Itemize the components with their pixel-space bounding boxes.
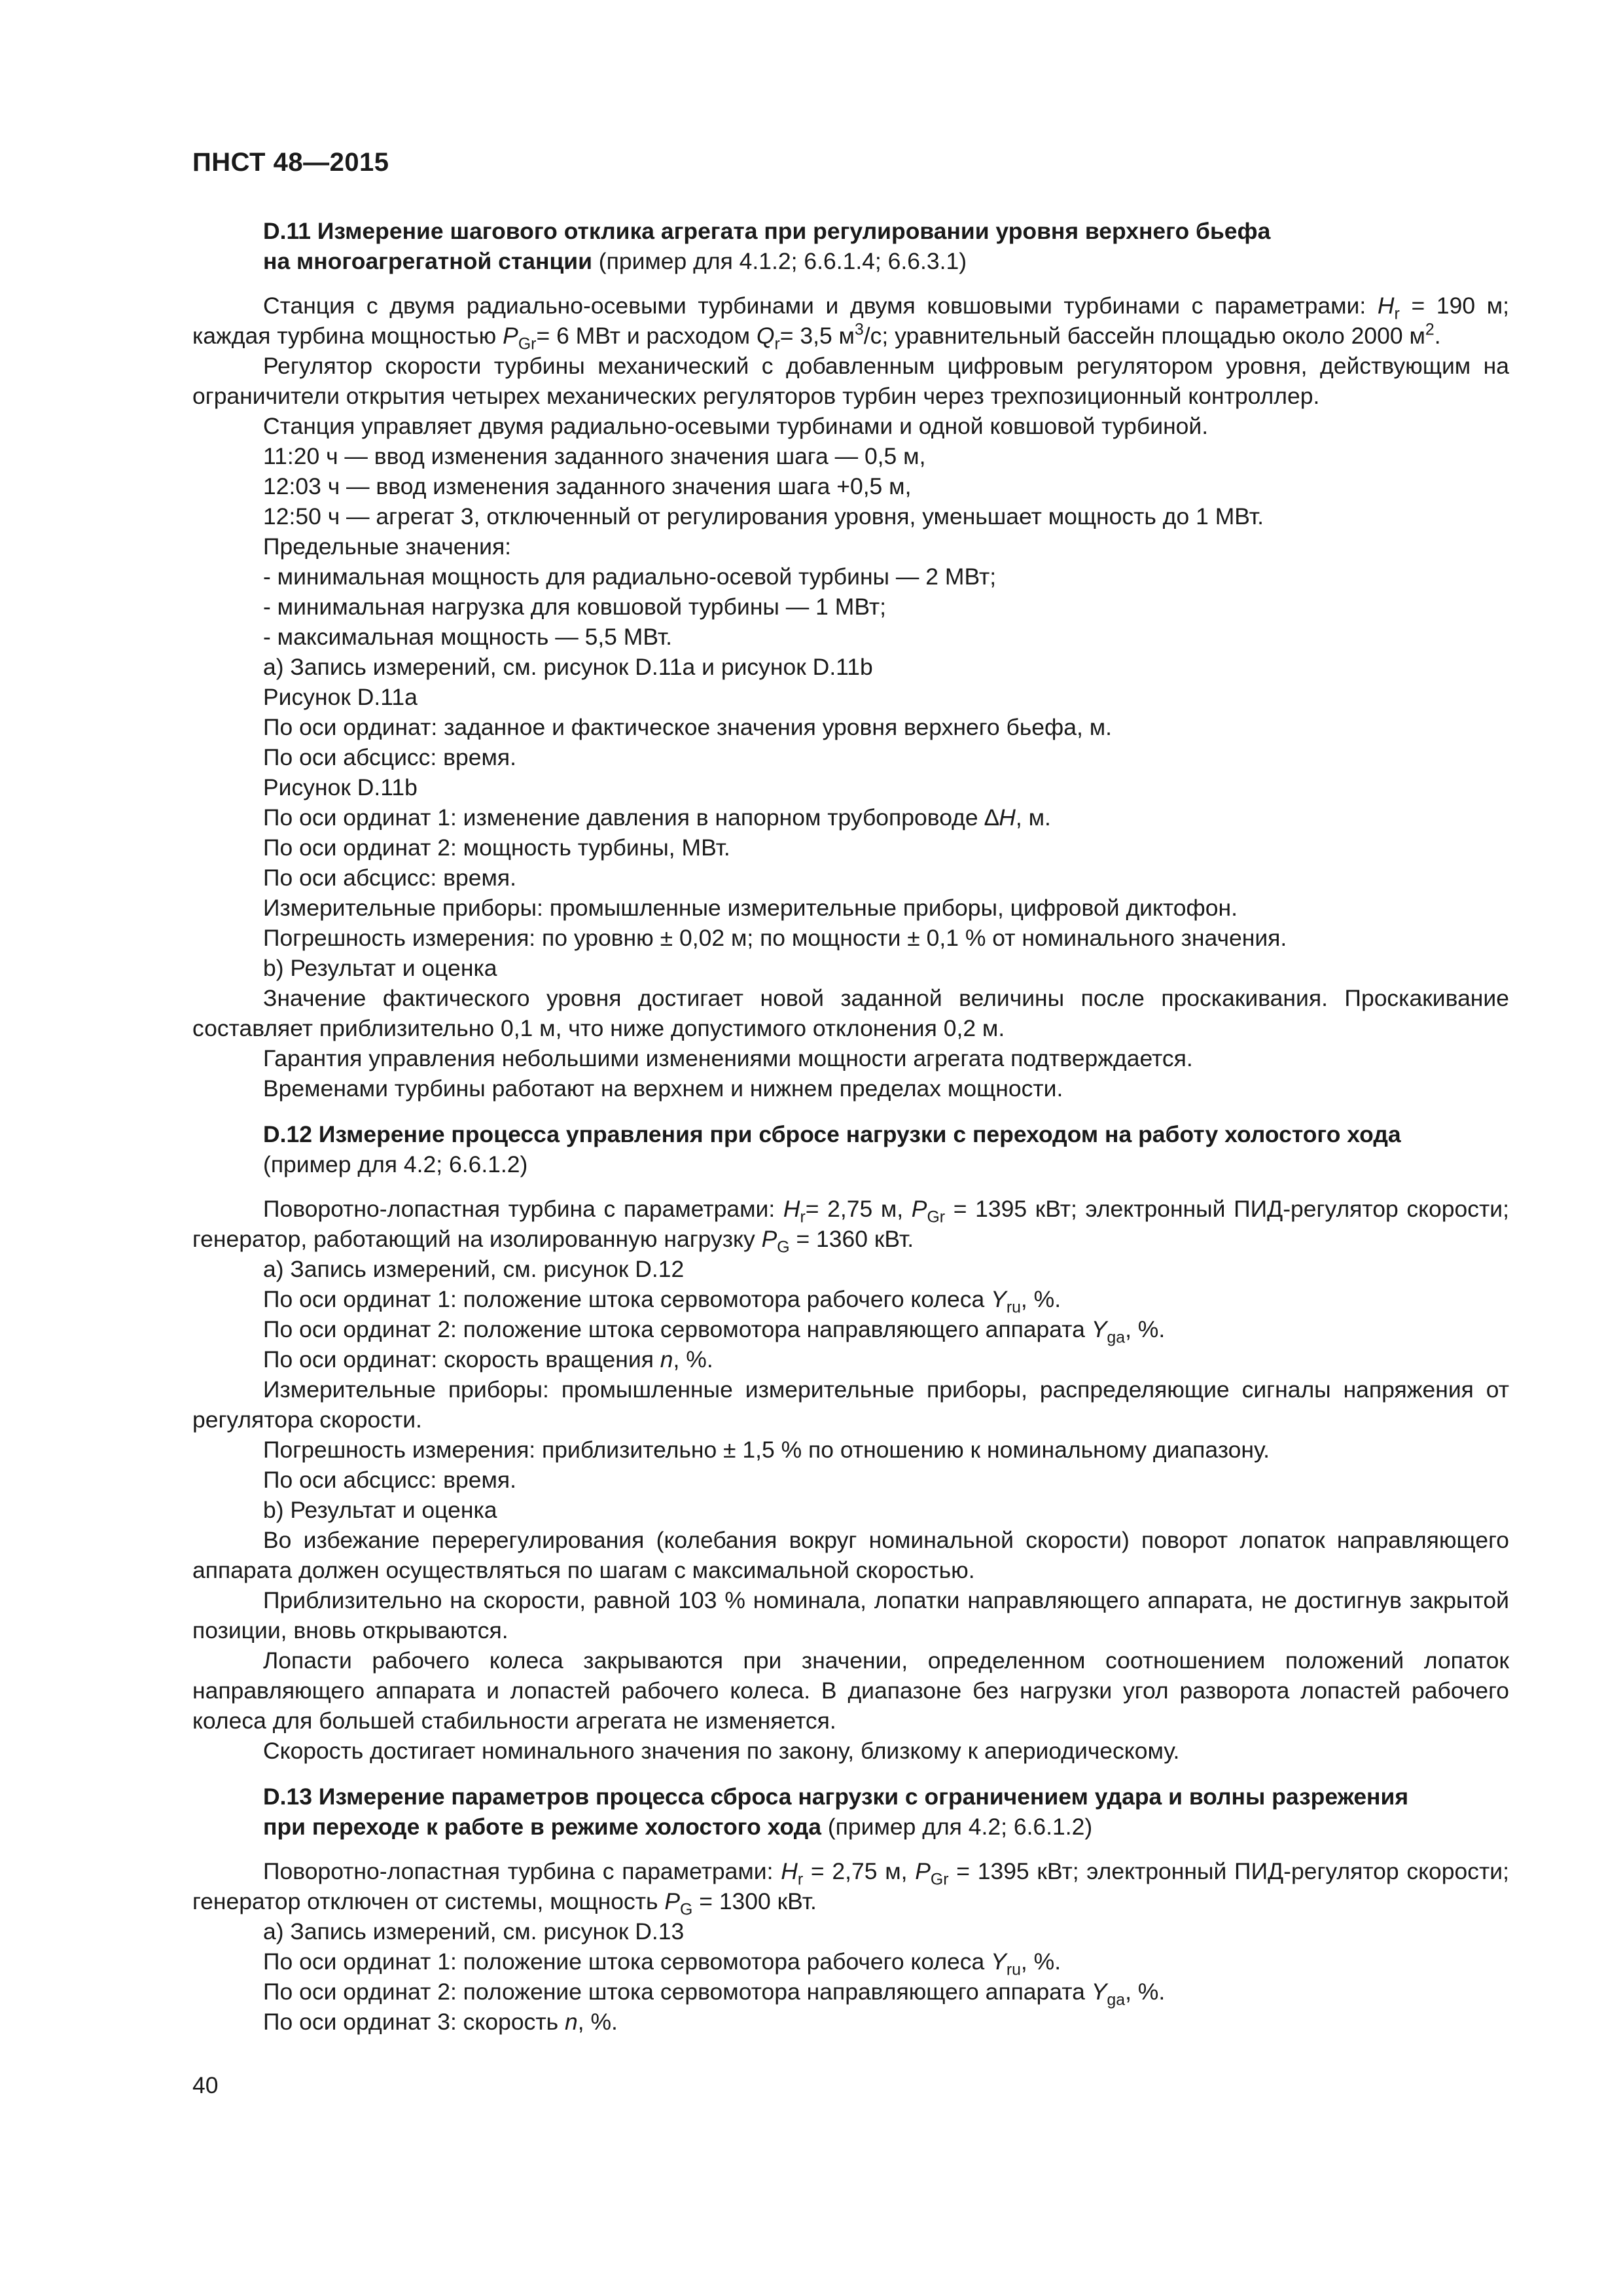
d13-axis-y3: По оси ординат 3: скорость n, %. [263,2009,618,2035]
d11-line: - минимальная нагрузка для ковшовой турбины — 1 МВт; [263,594,886,620]
d12-turbine-params: Поворотно-лопастная турбина с параметрами: $H_r= 2,75$ м, $P_{Gr} = 1395$ кВт; электронный ПИД-регулятор скорости; генератор, работающий на изолированную нагрузку $P_G = 1360$ кВт. [192,1196,1509,1257]
d13-axis-y1: По оси ординат 1: положение штока сервомотора рабочего колеса $Y_{ru}$, %. [263,1948,1061,1979]
d12-line: b) Результат и оценка [263,1497,497,1523]
page-number: 40 [192,2072,219,2098]
section-d11-ref: (пример для 4.1.2; 6.6.1.4; 6.6.3.1) [592,248,967,274]
section-d11-title-text: на многоагрегатной станции [263,248,592,274]
d11-line: По оси абсцисс: время. [263,744,516,770]
d11-line: Рисунок D.11a [263,684,418,710]
d12-paragraph: Приблизительно на скорости, равной 103 % номинала, лопатки направляющего аппарата, не достигнув закрытой позиции, вновь открываются. [192,1587,1509,1643]
d12-paragraph: Во избежание перерегулирования (колебания вокруг номинальной скорости) поворот лопаток направляющего аппарата должен осуществляться по шагам с максимальной скоростью. [192,1527,1509,1583]
d13-turbine-params: Поворотно-лопастная турбина с параметрами: $H_r = 2,75$ м, $P_{Gr} = 1395$ кВт; электронный ПИД-регулятор скорости; генератор отключен от системы, мощность $P_G = 1300$ кВт. [192,1858,1509,1919]
section-d12-title [192,1119,1509,1179]
d11-line: Рисунок D.11b [263,774,418,800]
d11-line: 11:20 ч — ввод изменения заданного значения шага — 0,5 м, [263,443,926,469]
d11-line: Погрешность измерения: по уровню ± 0,02 м; по мощности ± 0,1 % от номинального значения. [263,925,1287,951]
d11-regulator-description: Регулятор скорости турбины механический с добавленным цифровым регулятором уровня, действующим на ограничители открытия четырех механических регуляторов турбин через трехпозиционный контроллер. [192,353,1509,409]
d11-station-params: Станция с двумя радиально-осевыми турбинами и двумя ковшовыми турбинами с параметрами: $H_r = 190$ м; каждая турбина мощностью $P_{Gr}= 6$ МВт и расходом $Q_r= 3,5$ $м^3/с$; уравнительный бассейн площадью около 2000 $м^2$. [192,293,1509,353]
section-d11-title-line1: D.11 Измерение шагового отклика агрегата при регулировании уровня верхнего бьефа [263,218,1271,244]
d11-line: Временами турбины работают на верхнем и нижнем пределах мощности. [263,1075,1063,1102]
d12-axis-y1: По оси ординат 1: положение штока сервомотора рабочего колеса $Y_{ru}$, %. [263,1286,1061,1317]
d13-axis-y2: По оси ординат 2: положение штока сервомотора направляющего аппарата $Y_{ga}$, %. [263,1979,1166,2009]
d11-line: По оси ординат: заданное и фактическое значения уровня верхнего бьефа, м. [263,714,1112,740]
d12-paragraph: Лопасти рабочего колеса закрываются при значении, определенном соотношением положений лопаток направляющего аппарата и лопастей рабочего колеса. В диапазоне без нагрузки угол разворота лопастей рабочего колеса для большей стабильности агрегата не изменяется. [192,1647,1509,1734]
section-d11-title-line2 [263,246,1509,276]
d11-line: a) Запись измерений, см. рисунок D.11a и рисунок D.11b [263,654,873,680]
section-d12-title-line1: D.12 Измерение процесса управления при сбросе нагрузки с переходом на работу холостого хода [263,1121,1401,1147]
d13-line: a) Запись измерений, см. рисунок D.13 [263,1918,685,1945]
d11-line: Гарантия управления небольшими изменениями мощности агрегата подтверждается. [263,1045,1193,1071]
d11-line: 12:03 ч — ввод изменения заданного значения шага +0,5 м, [263,473,912,499]
section-d13-title-line1: D.13 Измерение параметров процесса сброса нагрузки с ограничением удара и волны разрежения [263,1784,1409,1810]
d11-line: По оси ординат 2: мощность турбины, МВт. [263,834,730,861]
section-d13-title [192,1782,1509,1842]
d11-line: 12:50 ч — агрегат 3, отключенный от регулирования уровня, уменьшает мощность до 1 МВт. [263,503,1264,529]
document-code: ПНСТ 48—2015 [192,148,389,177]
d11-line: b) Результат и оценка [263,955,497,981]
d12-axis-y2: По оси ординат 2: положение штока сервомотора направляющего аппарата $Y_{ga}$, %. [263,1316,1166,1347]
document-body [192,216,1509,2037]
d11-result-paragraph: Значение фактического уровня достигает новой заданной величины после проскакивания. Проскакивание составляет приблизительно 0,1 м, что ниже допустимого отклонения 0,2 м. [192,985,1509,1041]
section-d13-ref: (пример для 4.2; 6.6.1.2) [821,1814,1093,1840]
d11-line: - минимальная мощность для радиально-осевой турбины — 2 МВт; [263,564,997,590]
d12-line: Погрешность измерения: приблизительно ± 1,5 % по отношению к номинальному диапазону. [263,1437,1270,1463]
d12-line: По оси абсцисс: время. [263,1467,516,1493]
d11-line: Предельные значения: [263,533,512,560]
d11-line: Станция управляет двумя радиально-осевыми турбинами и одной ковшовой турбиной. [263,413,1209,439]
d11-line: Измерительные приборы: промышленные измерительные приборы, цифровой диктофон. [263,895,1238,921]
d11-line: По оси абсцисс: время. [263,865,516,891]
d11-pressure-axis: По оси ординат 1: изменение давления в напорном трубопроводе ∆H, м. [263,804,1051,831]
section-d12-ref: (пример для 4.2; 6.6.1.2) [263,1151,528,1177]
section-d11-title [192,216,1509,276]
d11-line: - максимальная мощность — 5,5 МВт. [263,624,673,650]
d12-instruments: Измерительные приборы: промышленные измерительные приборы, распределяющие сигналы напряжения от регулятора скорости. [192,1376,1509,1433]
d12-line: Скорость достигает номинального значения по закону, близкому к апериодическому. [263,1738,1180,1764]
section-d13-title-text: при переходе к работе в режиме холостого хода [263,1814,821,1840]
d12-line: a) Запись измерений, см. рисунок D.12 [263,1256,685,1282]
d12-axis-y3: По оси ординат: скорость вращения n, %. [263,1346,713,1372]
section-d13-title-line2 [263,1812,1509,1842]
